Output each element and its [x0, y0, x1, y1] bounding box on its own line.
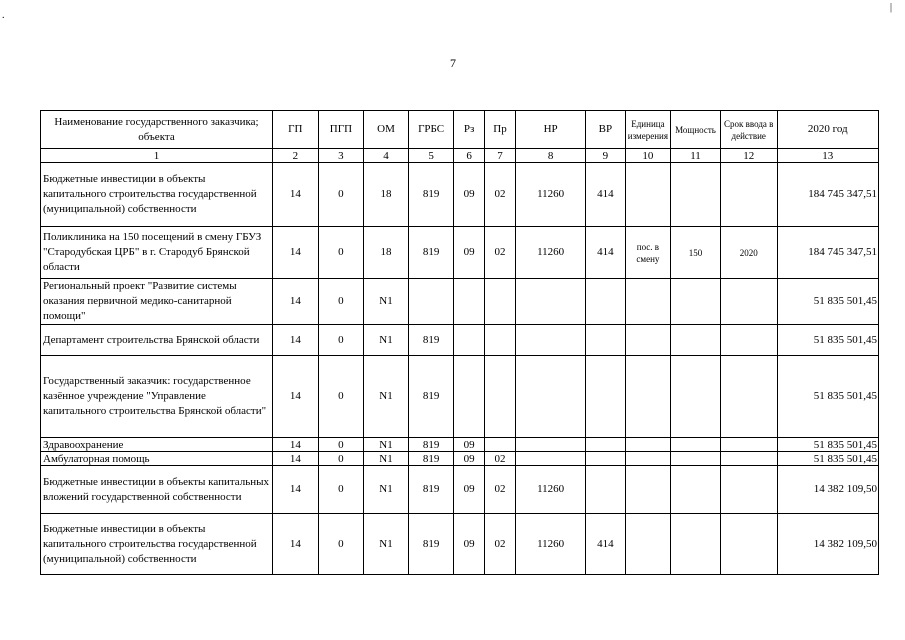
table-cell: 0 [318, 325, 364, 356]
table-cell [671, 438, 721, 452]
table-cell [720, 438, 777, 452]
table-cell: 02 [484, 452, 515, 466]
table-cell: 819 [408, 227, 454, 279]
table-cell: 150 [671, 227, 721, 279]
table-cell [625, 163, 671, 227]
table-cell: N1 [364, 325, 409, 356]
column-number: 9 [586, 149, 626, 163]
table-cell: 0 [318, 452, 364, 466]
header-cell: Наименование государственного заказчика; объекта [41, 111, 273, 149]
row-name-cell: Поликлиника на 150 посещений в смену ГБУЗ "Стародубская ЦРБ" в г. Стародуб Брянской области [41, 227, 273, 279]
table-cell: 0 [318, 466, 364, 514]
table-cell: 14 [273, 438, 319, 452]
column-number: 11 [671, 149, 721, 163]
row-name-cell: Региональный проект "Развитие системы оказания первичной медико-санитарной помощи" [41, 279, 273, 325]
table-cell [720, 279, 777, 325]
table-cell: 11260 [516, 227, 586, 279]
amount-cell: 51 835 501,45 [777, 356, 878, 438]
table-cell [516, 356, 586, 438]
table-cell: 14 [273, 227, 319, 279]
column-number: 7 [484, 149, 515, 163]
table-cell [671, 466, 721, 514]
table-cell [484, 438, 515, 452]
table-cell [625, 452, 671, 466]
table-cell [625, 466, 671, 514]
table-cell [586, 356, 626, 438]
table-cell: 819 [408, 452, 454, 466]
column-number: 3 [318, 149, 364, 163]
table-cell: N1 [364, 279, 409, 325]
table-cell [625, 514, 671, 575]
table-cell: 09 [454, 466, 484, 514]
table-cell [671, 452, 721, 466]
page-number: 7 [450, 56, 456, 70]
table-cell: 0 [318, 438, 364, 452]
table-cell: 02 [484, 514, 515, 575]
table-cell: 09 [454, 227, 484, 279]
table-cell [454, 279, 484, 325]
table-cell: 14 [273, 452, 319, 466]
column-number: 2 [273, 149, 319, 163]
table-row [41, 227, 879, 279]
table-row [41, 514, 879, 575]
header-cell: Единица измерения [625, 111, 671, 149]
table-cell: 14 [273, 514, 319, 575]
table-cell [516, 325, 586, 356]
table-cell: 11260 [516, 466, 586, 514]
amount-cell: 51 835 501,45 [777, 438, 878, 452]
header-cell: ГРБС [408, 111, 454, 149]
table-cell [625, 438, 671, 452]
amount-cell: 14 382 109,50 [777, 466, 878, 514]
table-row [41, 325, 879, 356]
table-cell: 14 [273, 325, 319, 356]
row-name-cell: Государственный заказчик: государственное казённое учреждение "Управление капитального строительства Брянской области" [41, 356, 273, 438]
amount-cell: 51 835 501,45 [777, 452, 878, 466]
table-cell [586, 279, 626, 325]
table-cell: 2020 [720, 227, 777, 279]
table-cell: 02 [484, 227, 515, 279]
table-cell: N1 [364, 514, 409, 575]
table-cell: 02 [484, 163, 515, 227]
column-number: 13 [777, 149, 878, 163]
table-cell [720, 466, 777, 514]
table-cell [586, 466, 626, 514]
table-cell: 0 [318, 279, 364, 325]
table-cell [720, 325, 777, 356]
table-cell: 11260 [516, 514, 586, 575]
column-number: 5 [408, 149, 454, 163]
table-cell [586, 438, 626, 452]
header-cell: ВР [586, 111, 626, 149]
table-cell [454, 325, 484, 356]
header-cell: Срок ввода в действие [720, 111, 777, 149]
table-cell: 414 [586, 163, 626, 227]
table-cell: 819 [408, 356, 454, 438]
table-cell [484, 356, 515, 438]
table-cell: пос. в смену [625, 227, 671, 279]
table-cell [625, 325, 671, 356]
table-cell [671, 279, 721, 325]
table-cell: N1 [364, 438, 409, 452]
row-name-cell: Бюджетные инвестиции в объекты капитального строительства государственной (муниципальной) собственности [41, 514, 273, 575]
row-name-cell: Департамент строительства Брянской области [41, 325, 273, 356]
table-cell [625, 356, 671, 438]
table-cell: 18 [364, 227, 409, 279]
table-cell [720, 356, 777, 438]
row-name-cell: Здравоохранение [41, 438, 273, 452]
table-cell [516, 279, 586, 325]
table-cell [516, 452, 586, 466]
table-cell [671, 514, 721, 575]
table-cell: 0 [318, 514, 364, 575]
table-cell [625, 279, 671, 325]
table-cell: 02 [484, 466, 515, 514]
table-cell: 14 [273, 279, 319, 325]
table-cell [454, 356, 484, 438]
table-cell: N1 [364, 466, 409, 514]
table-cell: 14 [273, 356, 319, 438]
column-number: 10 [625, 149, 671, 163]
header-cell: ОМ [364, 111, 409, 149]
column-number: 6 [454, 149, 484, 163]
table-cell [586, 452, 626, 466]
amount-cell: 51 835 501,45 [777, 279, 878, 325]
table-cell: 819 [408, 438, 454, 452]
table-cell: 819 [408, 466, 454, 514]
table-cell: 09 [454, 452, 484, 466]
amount-cell: 51 835 501,45 [777, 325, 878, 356]
table-cell [720, 452, 777, 466]
amount-cell: 184 745 347,51 [777, 227, 878, 279]
header-cell: Рз [454, 111, 484, 149]
table-row [41, 466, 879, 514]
header-cell: Пр [484, 111, 515, 149]
table-cell: 819 [408, 514, 454, 575]
table-cell [516, 438, 586, 452]
table-cell: 0 [318, 356, 364, 438]
table-cell [484, 325, 515, 356]
table-cell: 819 [408, 163, 454, 227]
table-cell: 09 [454, 163, 484, 227]
table-cell: 414 [586, 227, 626, 279]
budget-table [40, 110, 879, 575]
amount-cell: 184 745 347,51 [777, 163, 878, 227]
table-cell: 11260 [516, 163, 586, 227]
table-cell [720, 514, 777, 575]
table-cell [671, 163, 721, 227]
amount-cell: 14 382 109,50 [777, 514, 878, 575]
header-cell: НР [516, 111, 586, 149]
header-cell: ПГП [318, 111, 364, 149]
table-cell: 09 [454, 514, 484, 575]
table-cell: 0 [318, 227, 364, 279]
row-name-cell: Амбулаторная помощь [41, 452, 273, 466]
row-name-cell: Бюджетные инвестиции в объекты капитальных вложений государственной собственности [41, 466, 273, 514]
table-cell: 0 [318, 163, 364, 227]
table-row [41, 279, 879, 325]
table-cell: N1 [364, 356, 409, 438]
header-cell: Мощность [671, 111, 721, 149]
table-cell [720, 163, 777, 227]
table-row [41, 452, 879, 466]
table-cell [586, 325, 626, 356]
row-name-cell: Бюджетные инвестиции в объекты капитального строительства государственной (муниципальной) собственности [41, 163, 273, 227]
table-cell [671, 356, 721, 438]
table-cell: N1 [364, 452, 409, 466]
table-cell: 414 [586, 514, 626, 575]
table-cell [408, 279, 454, 325]
column-number: 4 [364, 149, 409, 163]
table-cell: 09 [454, 438, 484, 452]
table-cell: 14 [273, 163, 319, 227]
table-row [41, 356, 879, 438]
table-row [41, 163, 879, 227]
table-cell: 14 [273, 466, 319, 514]
column-number: 8 [516, 149, 586, 163]
column-number: 12 [720, 149, 777, 163]
table-row [41, 438, 879, 452]
table-cell: 18 [364, 163, 409, 227]
header-row [41, 111, 879, 149]
column-number: 1 [41, 149, 273, 163]
table-cell [671, 325, 721, 356]
header-cell: 2020 год [777, 111, 878, 149]
table-cell [484, 279, 515, 325]
scan-mark-left: . [2, 10, 5, 21]
column-number-row [41, 149, 879, 163]
header-cell: ГП [273, 111, 319, 149]
scan-mark-topright: | [890, 2, 893, 13]
table-cell: 819 [408, 325, 454, 356]
